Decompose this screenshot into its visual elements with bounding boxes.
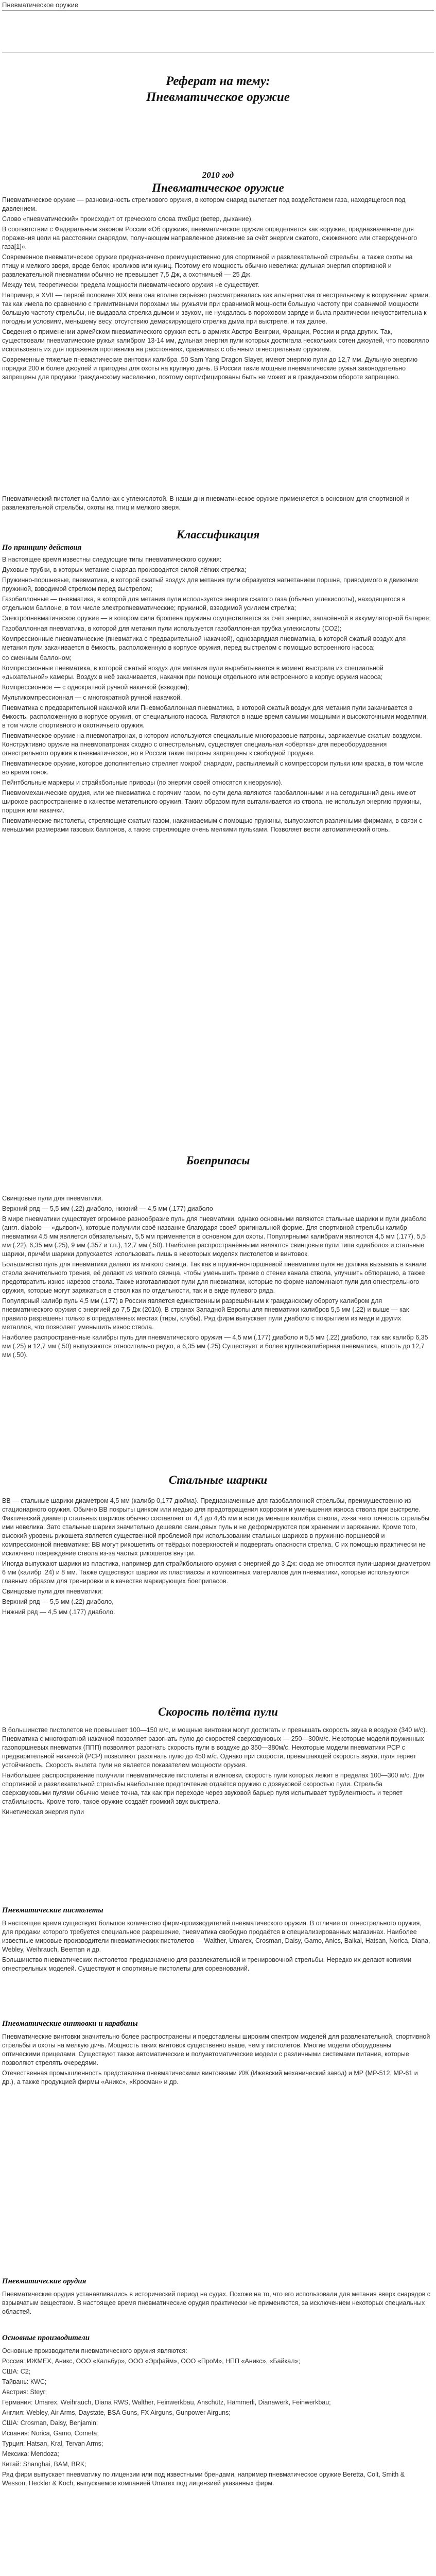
paragraph: Сведения о применении армейском пневматического оружия есть в армиях Австро-Венгрии, Франции, России и ряда других. Так, существовали пневматические ружья калибром 13-14 мм, дульная энергия пули которых достигала нескольких сотен джоулей, что позволяло использовать их для поражения противника на расстояниях, сравнимых с обычным огнестрельным оружием.: [2, 328, 429, 353]
paragraph: Свинцовые пули для пневматики:: [2, 1588, 103, 1595]
paragraph: В большинстве пистолетов не превышает 100—150 м/с, и мощные винтовки могут достигать и превышать скорость звука в воздухе (340 м/с). Пневматика с многократной накачкой позволяет разогнать пулю до скоростей сверхзвуковых — 250—300м/с. Некоторые модели пружинных газопоршневых пневматик (ППП) позволяют разогнать скорость пули в воздухе до 350—380м/с. Некоторые модели пневматики PCP с предварительной накачкой (РСР) позволяют разогнать пулю до 450 м/с. Однако при скорости, превышающей скорость звука, пуля теряет устойчивость. Скорость вылета пули не является показателем мощности оружия.: [2, 1726, 427, 1769]
list-item: Германия: Umarex, Weihrauch, Diana RWS, Walther, Feinwerkbau, Anschütz, Hämmerli, Dianawerk, Feinwerkbau;: [2, 2399, 331, 2406]
paragraph: Пневматическое оружие — разновидность стрелкового оружия, в котором снаряд вылетает под воздействием газа, находящегося под давлением.: [2, 196, 406, 212]
list-item: Англия: Webley, Air Arms, Daystate, BSA Guns, FX Airguns, Gunpower Airguns;: [2, 2409, 231, 2416]
paragraph: Компрессионные пневматика, в которой сжатый воздух для метания пули вырабатывается в момент выстрела из специальной «дыхательной» камеры. Воздух в неё закачивается, накачки при помощи отдельного или встроенного в корпус оружия насоса;: [2, 665, 383, 681]
paragraph: Современное пневматическое оружие предназначено преимущественно для спортивной и развлекательной стрельбы, а также охоты на птицу и мелкого зверя, вроде белок, кроликов или куниц. Поэтому его мощность обычно невелика: дульная энергия спортивной и развлекательной пневматики обычно не превышает 7,5 Дж, а охотничьей — 25 Дж.: [2, 253, 413, 278]
paragraph: Большинство пуль для пневматики делают из мягкого свинца. Так как в пружинно-поршневой пневматике пуля не должна вызывать в канале ствола значительного трения, её делают из мягкого свинца, чтобы уменьшить трение о стенки канала ствола, улучшить обтюрацию, а также предотвратить износ нарезов ствола. Также изготавливают пули для пневматики, которые по форме напоминают пули для огнестрельного оружия, которые могут заряжаться в ствол как по отдельности, так и в виде пулевого ряда.: [2, 1261, 427, 1294]
paragraph: Электропневматическое оружие — в котором сила брошена пружины осуществляется за счёт энергии, запасённой в аккумуляторной батарее;: [2, 615, 431, 622]
paragraph: Верхний ряд — 5,5 мм (.22) диаболо,: [2, 1598, 114, 1605]
list-item: Россия: ИЖМЕХ, Аникс, ООО «Кальбур», ООО «Эрфайм», ООО «ПроМ», НПП «Аникс», «Байкал»;: [2, 2358, 300, 2365]
paragraph: Нижний ряд — 4,5 мм (.177) диаболо.: [2, 1608, 115, 1616]
paragraph: Компрессионные пневматические (пневматика с предварительной накачкой), однозарядная пневматика, в которой сжатый воздух для метания пули закачивается в ёмкость, расположенную в корпусе оружия, перед выстрелом с помощью встроенного насоса;: [2, 635, 406, 651]
divider: [2, 10, 434, 11]
paragraph: Пневматическое оружие на пневмопатронах, в котором используются специальные многоразовые патроны, заряжаемые сжатым воздухом. Конструктивно оружие на пневмопатронах сходно с огнестрельным, существует специальная «обёртка» для переоборудования огнестрельного оружия в пневматическое, но в России такие патроны запрещены к свободной продаже.: [2, 732, 422, 757]
paragraph: Пневмомеханические орудия, или же пневматика с горячим газом, по сути дела являются газобаллонными и на сегодняшний день имеют широкое распространение в качестве метательного оружия. Таким образом пуля выталкивается из ствола, не используя энергию пружины, поршня или накачки.: [2, 789, 422, 814]
list-item: Турция: Hatsan, Kral, Tervan Arms;: [2, 2440, 103, 2447]
paragraph: Пружинно-поршневые, пневматика, в которой сжатый воздух для метания пули образуется нагнетанием поршня, приводимого в движение пружиной, взводимой стрелком перед выстрелом;: [2, 577, 418, 592]
list-item: США: Crosman, Daisy, Benjamin;: [2, 2419, 98, 2427]
section-rifles: Пневматические винтовки и карабины: [2, 2020, 138, 2028]
paragraph: Слово «пневматический» происходит от греческого слова πνεῦμα (ветер, дыхание).: [2, 215, 253, 223]
paragraph: Популярный калибр пуль 4,5 мм (.177) в России является единственным разрешённым к гражданскому обороту калибром для пневматического оружия с энергией до 7,5 Дж (2010). В странах Западной Европы для пневматики калибров 5,5 мм (.22) и выше — как правило разрешены только в определённых местах (тиры, клубы). Ряд фирм выпускает пули диаболо с покрытием из меди и других металлов, что позволяет уменьшить износ ствола.: [2, 1297, 409, 1331]
list-item: США: С2;: [2, 2368, 31, 2375]
classification-text: [2, 555, 431, 836]
paragraph: В мире пневматики существует огромное разнообразие пуль для пневматики, однако основными являются стальные шарики и пули диаболо (англ. diabolo — «дьявол»), которые получили своё название благодаря своей оригинальной форме. Для спортивной стрельбы калибр пневматики 4,5 мм является обязательным, 5,5 мм применяется в основном для охоты. Популярными калибрами являются 4,5 мм (.177), 5,5 мм (.22), 6,35 мм (.25), 9 мм (.357 и т.п.), 12,7 мм (.50). Наиболее распространёнными являются свинцовые пули типа «диаболо» и стальные шарики, причём шарики допускается использовать лишь в некоторых моделях пистолетов и винтовок.: [2, 1215, 427, 1258]
intro-text-2: [2, 495, 431, 514]
weapons-text: [2, 2290, 431, 2318]
paragraph: В настоящее время существует большое количество фирм-производителей пневматического оружия. В отличие от огнестрельного оружия, для продажи которого требуется специальное разрешение, пневматика свободно продаётся в специализированных магазинах. Наиболее известные мировые производители пневматических пистолетов — Walther, Umarex, Crosman, Daisy, Gamo, Anics, Baikal, Hatsan, Norica, Diana, Webley, Weihrauch, Beeman и др.: [2, 1920, 430, 1953]
abstract-heading: Реферат на тему:: [166, 74, 270, 88]
paragraph: Пневматические орудия устанавливались в исторический период на судах. Похоже на то, что его использовали для метания вверх снарядов с взрывчатым веществом. В настоящее время пневматические орудия практически не применяются, за исключением некоторых специальных областей.: [2, 2291, 431, 2315]
page-top-title: Пневматическое оружие: [2, 1, 79, 9]
list-item: Тайвань: КWС;: [2, 2378, 47, 2385]
paragraph: Пневматические винтовки значительно более распространены и представлены широким спектром моделей для развлекательной, спортивной стрельбы и охоты на мелкую дичь. Мощность таких винтовок существенно выше, чем у пистолетов. Многие модели оборудованы оптическими прицелами. Существуют также автоматические и полуавтоматические модели с различными системами питания, которые позволяют стрелять очередями.: [2, 2033, 430, 2066]
speed-heading: Скорость полёта пули: [158, 1705, 278, 1718]
list-item: Ряд фирм выпускает пневматику по лицензии или под известными брендами, например пневматическое оружие Beretta, Colt, Smith & Wesson, Heckler & Koch, выпускаемое компанией Umarex под лицензией указанных фирм.: [2, 2471, 405, 2487]
paragraph: Пневматика с предварительной накачкой или Пневмобаллонная пневматика, в которой сжатый воздух для метания пули закачивается в ёмкость, расположенную в корпусе оружия, от специального насоса. Являются в наше время самыми мощными и высокоточными моделями, в том числе спортивного и охотничьего оружия.: [2, 704, 428, 729]
list-item: Австрия: Steyr;: [2, 2388, 47, 2396]
list-item: Испания: Norica, Gamo, Cometa;: [2, 2430, 99, 2437]
paragraph: Пейнтбольные маркеры и страйкбольные приводы (по энергии своей относятся к неоружию).: [2, 779, 283, 786]
paragraph: Основные производители пневматического оружия являются:: [2, 2347, 187, 2354]
paragraph: Пневматические пистолеты, стреляющие сжатым газом, накачиваемым с помощью пружины, выпускаются различными фирмами, в связи с меньшими размерами газовых баллонов, а также стреляющие очень мелкими пульками. Позволяет вести автоматический огонь.: [2, 817, 423, 833]
paragraph: В соответствии с Федеральным законом России «Об оружии», пневматическое оружие определяется как «оружие, предназначенное для поражения цели на расстоянии снарядом, получающим направленное движение за счёт энергии сжатого, сжиженного или отвержденного газа[1]».: [2, 226, 417, 250]
paragraph: В настоящее время известны следующие типы пневматического оружия:: [2, 556, 222, 563]
balls-text: [2, 1497, 431, 1618]
paragraph: Духовые трубки, в которых метание снаряда производится силой лёгких стрелка;: [2, 566, 247, 573]
paragraph: Наибольшее распространение получили пневматические пистолеты и винтовки, скорость пули которых лежит в пределах 100—300 м/с. Для спортивной и развлекательной стрельбы наибольшее предпочтение отдаётся оружию с дозвуковой скоростью пули. Стрельба сверхзвуковыми пулями обычно менее точна, так как при переходе через звуковой барьер пуля испытывает турбулентность и теряет стабильность. Кроме того, такое оружие создаёт громкий звук выстрела.: [2, 1772, 425, 1805]
paragraph: Кинетическая энергия пули: [2, 1808, 84, 1816]
paragraph: Отечественная промышленность представлена пневматическими винтовками ИЖ (Ижевский механический завод) и МР (МР-512, МР-61 и др.), а также продукцией фирмы «Аникс», «Кросман» и др.: [2, 2070, 418, 2086]
section-pistols: Пневматические пистолеты: [2, 1906, 103, 1914]
pistols-text: [2, 1919, 431, 1975]
speed-text: [2, 1726, 431, 1818]
ammo-heading: Боеприпасы: [186, 1154, 250, 1167]
paragraph: Свинцовые пули для пневматики.: [2, 1195, 103, 1202]
intro-text: [2, 196, 431, 383]
balls-heading: Стальные шарики: [168, 1473, 268, 1486]
year-label: 2010 год: [202, 170, 234, 180]
rifles-text: [2, 2032, 431, 2088]
paragraph: со сменным баллоном;: [2, 654, 72, 662]
paragraph: Большинство пневматических пистолетов предназначено для развлекательной и тренировочной стрельбы. Нередко их делают копиями огнестрельных моделей. Существуют и спортивные пистолеты для соревнований.: [2, 1956, 412, 1972]
paragraph: Например, в XVII — первой половине XIX века она вполне серьёзно рассматривалась как альтернатива огнестрельному в вооружении армии, так как имела по сравнению с примитивными порохами мы ружьями при сравнимой мощности большую частоту при сравнимой мощности большую частоту стрельбы, не выдавала стрелка дымом и звуком, не нуждалась в пороховом заряде и была практически нечувствительна к погодным условиям, меньшему весу, отсутствию демаскирующего стрелка дыма при выстреле, и так далее.: [2, 292, 430, 325]
list-item: Китай: Shanghai, BAM, BRK;: [2, 2461, 86, 2468]
paragraph: Газобаллонная пневматика, в которой для метания пули используется газобаллонная трубка углекислоты (СО2);: [2, 625, 342, 632]
paragraph: ВВ — стальные шарики диаметром 4,5 мм (калибр 0,177 дюйма). Предназначенные для газобаллонной стрельбы, преимущественно из стационарного оружия. Обычно ВВ покрыты цинком или медью для предотвращения коррозии и уменьшения износа ствола при выстреле. Фактический диаметр стальных шариков обычно составляет от 4,4 до 4,45 мм и всегда меньше калибра ствола, из-за чего точность стрельбы ими невелика. Зато стальные шарики значительно дешевле свинцовых пуль и не деформируются при хранении и заряжании. Кроме того, высокий уровень рикошета является существенной проблемой при использовании стальных шариков в пружинно-поршневой и компрессионной пневматике: ВВ могут рикошетить от твёрдых поверхностей и подвергать опасности стрелка. С их помощью практически не исключено повреждение ствола из-за частых рикошетов внутри.: [2, 1497, 430, 1557]
paragraph: Пневматический пистолет на баллонах с углекислотой. В наши дни пневматическое оружие применяется в основном для спортивной и развлекательной стрельбы, охоты на птиц и мелкого зверя.: [2, 495, 409, 511]
list-item: Мексика: Mendoza;: [2, 2450, 59, 2458]
section-weapons: Пневматические орудия: [2, 2277, 86, 2285]
paragraph: Верхний ряд — 5,5 мм (.22) диаболо, нижний — 4,5 мм (.177) диаболо: [2, 1205, 213, 1212]
classification-heading: Классификация: [176, 528, 260, 541]
section-makers: Основные производители: [2, 2334, 90, 2342]
abstract-topic: Пневматическое оружие: [146, 90, 290, 104]
ammo-text: [2, 1194, 431, 1361]
paragraph: Пневматическое оружие, которое дополнительно стреляет мокрой снарядом, распыляемый с компрессором пульки или краска, в том числе во время гонок.: [2, 760, 424, 776]
paragraph: Компрессионное — с однократной ручной накачкой (взводом);: [2, 684, 189, 691]
makers-text: [2, 2347, 431, 2489]
section-principle: По принципу действия: [2, 544, 82, 552]
main-title: Пневматическое оружие: [152, 181, 284, 194]
paragraph: Между тем, теоретически предела мощности пневматического оружия не существует.: [2, 281, 259, 289]
paragraph: Газобаллонные — пневматика, в которой для метания пули используется энергия сжатого газа (обычно углекислоты), находящегося в отдельном баллоне, в том числе электропневматические; пружиной, взводимой усилием стрелка;: [2, 596, 406, 612]
paragraph: Мультикомпрессионная — с многократной ручной накачкой.: [2, 694, 182, 701]
paragraph: Наиболее распространённые калибры пуль для пневматического оружия — 4,5 мм (.177) диаболо и 5,5 мм (.22) диаболо, так как калибр 6,35 мм (.25) и 12,7 мм (.50) выпускаются относительно редко, а 6,35 мм (.25) Существует и более крупнокалиберная пневматика, вплоть до 12,7 мм (.50).: [2, 1334, 428, 1359]
paragraph: Иногда выпускают шарики из пластика, например для страйкбольного оружия с энергией до 3 Дж: сюда же относятся пули-шарики диаметром 6 мм (калибр .24) и 8 мм. Также существуют шарики из пластмассы и композитных материалов для пневматики, которые используются главным образом для тренировки и в качестве маркирующих боеприпасов.: [2, 1560, 431, 1585]
paragraph: Современные тяжелые пневматические винтовки калибра .50 Sam Yang Dragon Slayer, имеют энергию пули до 12,7 мм. Дульную энергию порядка 200 и более джоулей и пригодны для охоты на крупную дичь. В России такие мощные пневматические ружья законодательно запрещены для продажи гражданскому населению, поэтому сертифицированы быть не может и в гражданском обороте запрещено.: [2, 356, 418, 381]
